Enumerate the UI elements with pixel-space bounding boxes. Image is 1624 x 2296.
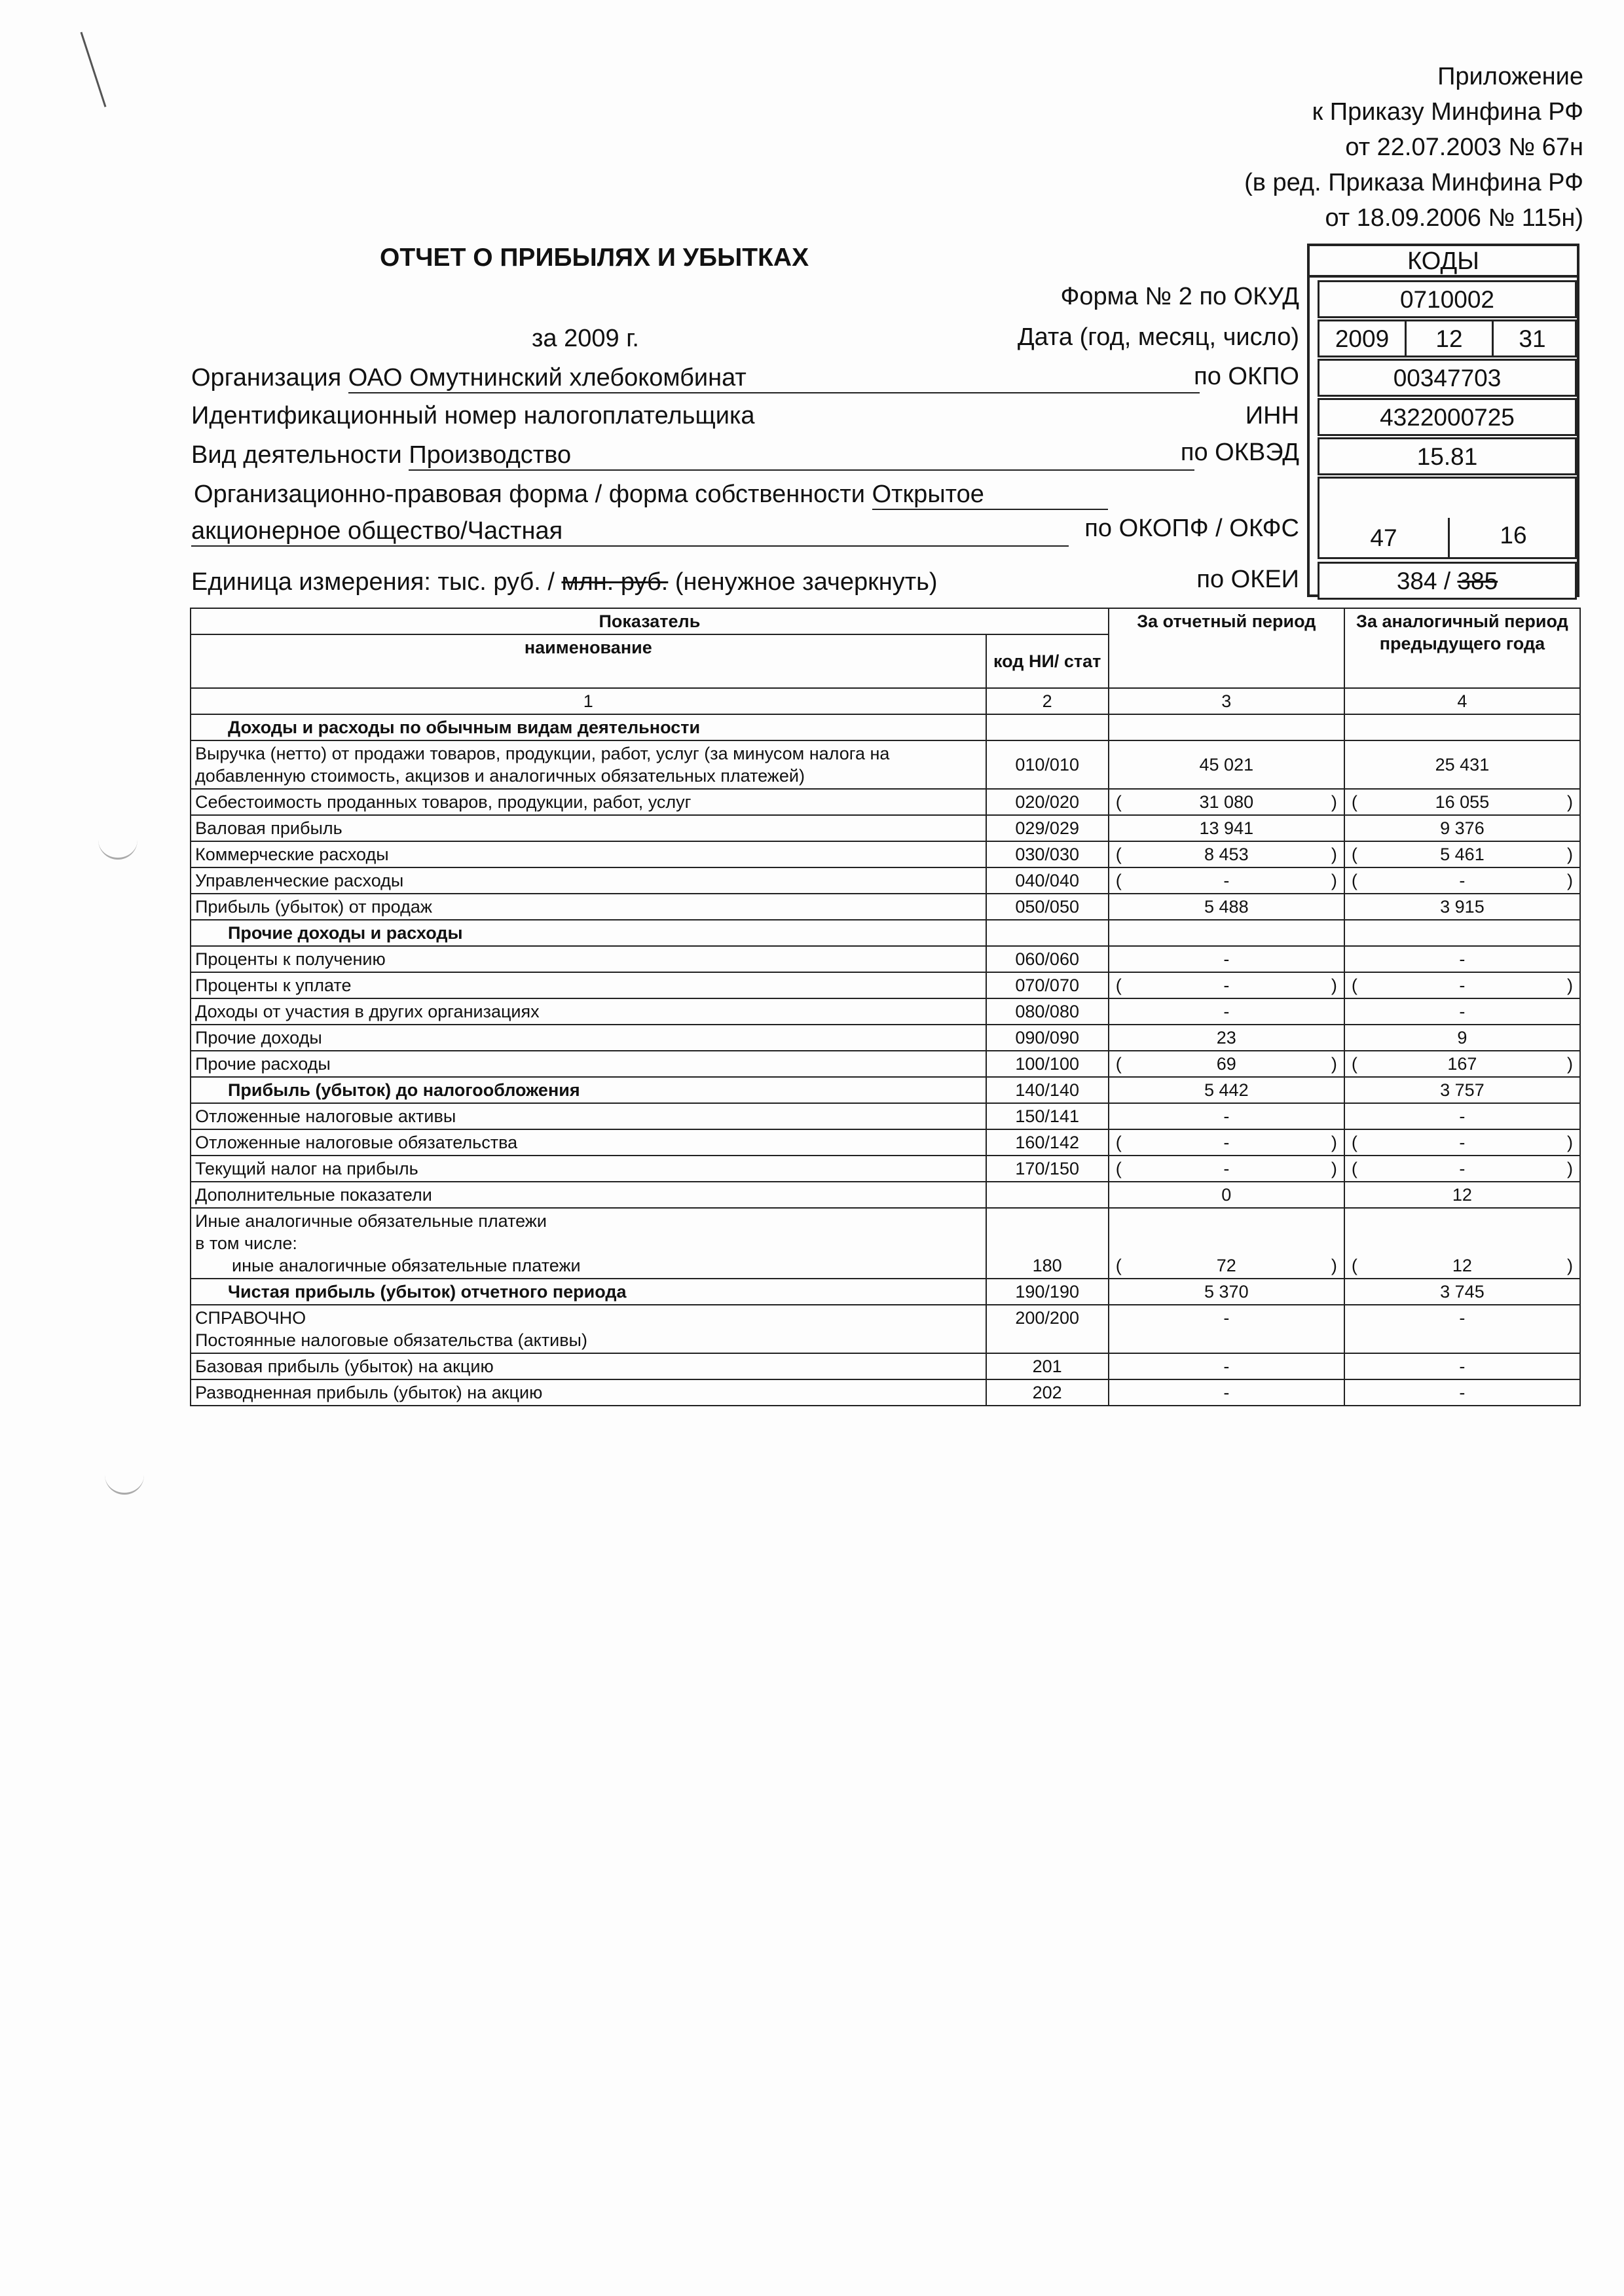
- previous-period-value: [1344, 1305, 1580, 1353]
- current-period-value: [1109, 1305, 1344, 1353]
- previous-period-value: [1344, 815, 1580, 841]
- value-text: -: [1223, 1106, 1230, 1126]
- table-row: [191, 789, 1580, 815]
- row-code: 170/150: [986, 1156, 1109, 1182]
- table-row: [191, 740, 1580, 789]
- previous-period-value: [1344, 1156, 1580, 1182]
- value-text: -: [1223, 975, 1230, 995]
- row-name-text: Управленческие расходы: [195, 871, 404, 890]
- paren-open: (: [1351, 1133, 1357, 1152]
- table-row: [191, 1156, 1580, 1182]
- row-name: [191, 1182, 986, 1208]
- previous-period-value: [1344, 894, 1580, 920]
- row-name: [191, 1051, 986, 1077]
- table-row: [191, 1305, 1580, 1353]
- date-label: Дата (год, месяц, число): [1017, 323, 1299, 351]
- row-code: 160/142: [986, 1129, 1109, 1156]
- row-name-text: Доходы от участия в других организациях: [195, 1002, 540, 1021]
- okfs-value: 16: [1448, 518, 1577, 557]
- paren-open: (: [1115, 792, 1122, 812]
- row-name-text: Проценты к уплате: [195, 975, 352, 995]
- okud-code: 0710002: [1318, 280, 1577, 318]
- paren-close: ): [1567, 792, 1573, 812]
- table-row: [191, 1051, 1580, 1077]
- activity-row: [191, 441, 1194, 471]
- table-row: [191, 841, 1580, 867]
- previous-period-value: [1344, 1208, 1580, 1279]
- value-text: -: [1459, 1383, 1466, 1402]
- table-row: [191, 815, 1580, 841]
- legal-form-value2: акционерное общество/Частная: [191, 517, 1069, 547]
- value-text: 31 080: [1199, 792, 1254, 812]
- paren-close: ): [1331, 792, 1337, 812]
- appendix-line: к Приказу Минфина РФ: [1312, 98, 1583, 126]
- row-code: 140/140: [986, 1077, 1109, 1103]
- inn-code: 4322000725: [1318, 398, 1577, 436]
- previous-period-value: [1344, 998, 1580, 1025]
- period-label: за 2009 г.: [532, 325, 639, 352]
- value-text: -: [1223, 1357, 1230, 1376]
- value-text: 12: [1452, 1256, 1472, 1275]
- table-row: [191, 867, 1580, 894]
- value-text: -: [1223, 1002, 1230, 1021]
- col-number: 1: [191, 688, 986, 714]
- row-code: 201: [986, 1353, 1109, 1379]
- org-row: [191, 364, 1200, 393]
- paren-open: (: [1351, 845, 1357, 864]
- unit-struck: млн. руб.: [561, 568, 669, 596]
- row-name-text: Базовая прибыль (убыток) на акцию: [195, 1357, 494, 1376]
- paren-close: ): [1331, 1159, 1337, 1178]
- paren-open: (: [1351, 1159, 1357, 1178]
- row-name-text: Прибыль (убыток) от продаж: [195, 897, 432, 917]
- previous-period-value: [1344, 1182, 1580, 1208]
- row-name: [191, 946, 986, 972]
- value-text: -: [1223, 1383, 1230, 1402]
- table-row: [191, 1279, 1580, 1305]
- appendix-line: Приложение: [1437, 63, 1583, 90]
- current-period-value: [1109, 1025, 1344, 1051]
- paren-open: (: [1115, 871, 1122, 890]
- value-text: -: [1223, 871, 1230, 890]
- paren-open: (: [1115, 1054, 1122, 1074]
- row-name-text: Дополнительные показатели: [195, 1185, 432, 1205]
- table-row: [191, 972, 1580, 998]
- table-row: [191, 1353, 1580, 1379]
- date-month: 12: [1405, 321, 1494, 355]
- previous-period-value: [1344, 841, 1580, 867]
- previous-period-value: [1344, 1279, 1580, 1305]
- current-period-value: [1109, 867, 1344, 894]
- previous-period-value: [1344, 1103, 1580, 1129]
- row-name-text: Прочие доходы и расходы: [228, 923, 463, 943]
- row-name-text: СПРАВОЧНО: [195, 1308, 306, 1328]
- value-text: 25 431: [1435, 755, 1490, 774]
- row-code: 180: [986, 1208, 1109, 1279]
- previous-period-value: [1344, 714, 1580, 740]
- row-code: 010/010: [986, 740, 1109, 789]
- paren-open: (: [1115, 1133, 1122, 1152]
- row-name-text: иные аналогичные обязательные платежи: [232, 1256, 581, 1275]
- paren-close: ): [1567, 1159, 1573, 1178]
- current-period-value: [1109, 740, 1344, 789]
- appendix-line: от 22.07.2003 № 67н: [1345, 134, 1583, 161]
- value-text: 5 461: [1440, 845, 1485, 864]
- row-code: 080/080: [986, 998, 1109, 1025]
- row-name-text: Чистая прибыль (убыток) отчетного периода: [228, 1282, 627, 1302]
- row-name: [191, 1129, 986, 1156]
- value-text: 72: [1216, 1256, 1236, 1275]
- previous-period-value: [1344, 972, 1580, 998]
- row-name: [191, 894, 986, 920]
- row-code: 150/141: [986, 1103, 1109, 1129]
- value-text: 3 757: [1440, 1080, 1485, 1100]
- current-period-value: [1109, 1077, 1344, 1103]
- header-indicator: Показатель: [191, 608, 1109, 634]
- row-code: 040/040: [986, 867, 1109, 894]
- row-name-text: Постоянные налоговые обязательства (активы): [195, 1330, 587, 1350]
- form-label: Форма № 2 по ОКУД: [1060, 283, 1299, 310]
- paren-open: (: [1351, 975, 1357, 995]
- table-row: [191, 998, 1580, 1025]
- row-name: [191, 1305, 986, 1353]
- current-period-value: [1109, 714, 1344, 740]
- row-name: [191, 1156, 986, 1182]
- org-label: Организация: [191, 364, 342, 392]
- row-code: 202: [986, 1379, 1109, 1406]
- table-row: [191, 946, 1580, 972]
- value-text: -: [1459, 975, 1466, 995]
- table-row: [191, 1129, 1580, 1156]
- value-text: 12: [1452, 1185, 1472, 1205]
- value-text: -: [1223, 949, 1230, 969]
- unit-label: Единица измерения: тыс. руб. /: [191, 568, 555, 596]
- okei-label: по ОКЕИ: [1196, 566, 1299, 593]
- value-text: -: [1223, 1159, 1230, 1178]
- okei-value: 384 /: [1396, 568, 1451, 594]
- row-name: [191, 1379, 986, 1406]
- row-name: [191, 1025, 986, 1051]
- value-text: 3 745: [1440, 1282, 1485, 1302]
- row-name-text: Прочие расходы: [195, 1054, 331, 1074]
- row-name: [191, 1077, 986, 1103]
- value-text: -: [1459, 1308, 1466, 1328]
- inn-label: ИНН: [1245, 402, 1299, 429]
- legal-form-label: Организационно-правовая форма / форма собственности: [194, 481, 866, 508]
- row-name-text: Себестоимость проданных товаров, продукции, работ, услуг: [195, 792, 692, 812]
- row-code: 030/030: [986, 841, 1109, 867]
- header-current: За отчетный период: [1109, 608, 1344, 688]
- table-row: [191, 1103, 1580, 1129]
- row-name-text: Коммерческие расходы: [195, 845, 389, 864]
- paren-open: (: [1115, 1159, 1122, 1178]
- paren-close: ): [1567, 975, 1573, 995]
- col-number: 4: [1344, 688, 1580, 714]
- current-period-value: [1109, 815, 1344, 841]
- value-text: 45 021: [1199, 755, 1254, 774]
- row-name: [191, 740, 986, 789]
- paren-close: ): [1567, 871, 1573, 890]
- paren-close: ): [1567, 1133, 1573, 1152]
- table-row: [191, 1077, 1580, 1103]
- row-code: 070/070: [986, 972, 1109, 998]
- row-name-text: Доходы и расходы по обычным видам деятельности: [228, 718, 701, 737]
- paren-open: (: [1351, 871, 1357, 890]
- row-code: 060/060: [986, 946, 1109, 972]
- org-value: ОАО Омутнинский хлебокомбинат: [348, 364, 1200, 393]
- value-text: -: [1459, 1159, 1466, 1178]
- row-name-text: Разводненная прибыль (убыток) на акцию: [195, 1383, 543, 1402]
- row-name-text: Текущий налог на прибыль: [195, 1159, 418, 1178]
- table-row: [191, 1182, 1580, 1208]
- income-statement-table: [190, 608, 1581, 1406]
- table-row: [191, 1208, 1580, 1279]
- current-period-value: [1109, 1051, 1344, 1077]
- appendix-line: от 18.09.2006 № 115н): [1325, 204, 1583, 232]
- current-period-value: [1109, 1353, 1344, 1379]
- current-period-value: [1109, 894, 1344, 920]
- table-row: [191, 1379, 1580, 1406]
- table-row: [191, 894, 1580, 920]
- value-text: -: [1459, 871, 1466, 890]
- row-name: [191, 1279, 986, 1305]
- unit-row: [191, 568, 938, 596]
- activity-label: Вид деятельности: [191, 441, 402, 469]
- table-body: [191, 714, 1580, 1406]
- row-code: [986, 714, 1109, 740]
- value-text: 5 442: [1204, 1080, 1249, 1100]
- paren-open: (: [1115, 845, 1122, 864]
- previous-period-value: [1344, 867, 1580, 894]
- punch-hole: [105, 1467, 144, 1495]
- staple-mark: [81, 24, 132, 107]
- current-period-value: [1109, 1279, 1344, 1305]
- value-text: 5 370: [1204, 1282, 1249, 1302]
- paren-open: (: [1351, 1256, 1357, 1275]
- codes-header: КОДЫ: [1307, 244, 1579, 278]
- row-name-text: Выручка (нетто) от продажи товаров, продукции, работ, услуг (за минусом налога на добавленную стоимость, акцизов и аналогичных обязательных платежей): [195, 744, 890, 786]
- value-text: 3 915: [1440, 897, 1485, 917]
- row-name-text: Отложенные налоговые обязательства: [195, 1133, 518, 1152]
- value-text: 16 055: [1435, 792, 1490, 812]
- table-header-row: [191, 608, 1580, 634]
- row-name: [191, 998, 986, 1025]
- current-period-value: [1109, 1379, 1344, 1406]
- value-text: -: [1459, 949, 1466, 969]
- value-text: 9 376: [1440, 818, 1485, 838]
- previous-period-value: [1344, 1353, 1580, 1379]
- previous-period-value: [1344, 920, 1580, 946]
- paren-close: ): [1331, 1256, 1337, 1275]
- paren-open: (: [1115, 975, 1122, 995]
- date-code: [1318, 319, 1577, 357]
- activity-value: Производство: [409, 441, 1194, 471]
- paren-close: ): [1331, 845, 1337, 864]
- legal-form-row: [194, 481, 1108, 510]
- row-name: [191, 789, 986, 815]
- current-period-value: [1109, 946, 1344, 972]
- row-name: [191, 1103, 986, 1129]
- inn-full-label: Идентификационный номер налогоплательщика: [191, 402, 755, 429]
- previous-period-value: [1344, 1077, 1580, 1103]
- row-code: 090/090: [986, 1025, 1109, 1051]
- appendix-reference: [1244, 59, 1583, 236]
- date-year: 2009: [1335, 325, 1390, 352]
- paren-close: ): [1331, 871, 1337, 890]
- value-text: 8 453: [1204, 845, 1249, 864]
- previous-period-value: [1344, 1379, 1580, 1406]
- row-name-text: Отложенные налоговые активы: [195, 1106, 456, 1126]
- table-row: [191, 1025, 1580, 1051]
- appendix-line: (в ред. Приказа Минфина РФ: [1244, 169, 1583, 196]
- current-period-value: [1109, 841, 1344, 867]
- row-code: 020/020: [986, 789, 1109, 815]
- row-name: [191, 1208, 986, 1279]
- date-day: 31: [1519, 325, 1546, 352]
- paren-close: ): [1331, 975, 1337, 995]
- current-period-value: [1109, 1156, 1344, 1182]
- previous-period-value: [1344, 946, 1580, 972]
- value-text: -: [1459, 1106, 1466, 1126]
- okopf-value: 47: [1370, 524, 1397, 551]
- row-name: [191, 920, 986, 946]
- header-code: код НИ/ стат: [986, 634, 1109, 688]
- row-code: 100/100: [986, 1051, 1109, 1077]
- okpo-code: 00347703: [1318, 359, 1577, 397]
- row-name: [191, 841, 986, 867]
- header-name: наименование: [191, 634, 986, 688]
- row-code: 190/190: [986, 1279, 1109, 1305]
- okopf-label: по ОКОПФ / ОКФС: [1084, 515, 1299, 542]
- row-name-text: Иные аналогичные обязательные платежи: [195, 1211, 547, 1231]
- value-text: 23: [1216, 1028, 1236, 1048]
- paren-close: ): [1567, 1256, 1573, 1275]
- okei-struck-value: 385: [1457, 568, 1498, 594]
- previous-period-value: [1344, 1129, 1580, 1156]
- value-text: -: [1223, 1308, 1230, 1328]
- paren-open: (: [1351, 792, 1357, 812]
- row-name-text: Проценты к получению: [195, 949, 386, 969]
- previous-period-value: [1344, 1051, 1580, 1077]
- paren-close: ): [1567, 1054, 1573, 1074]
- current-period-value: [1109, 998, 1344, 1025]
- value-text: -: [1459, 1133, 1466, 1152]
- row-name: [191, 1353, 986, 1379]
- current-period-value: [1109, 789, 1344, 815]
- okei-code: [1318, 562, 1577, 600]
- current-period-value: [1109, 1182, 1344, 1208]
- value-text: 69: [1216, 1054, 1236, 1074]
- previous-period-value: [1344, 789, 1580, 815]
- previous-period-value: [1344, 740, 1580, 789]
- okved-code: 15.81: [1318, 437, 1577, 475]
- previous-period-value: [1344, 1025, 1580, 1051]
- col-number: 2: [986, 688, 1109, 714]
- row-name: [191, 867, 986, 894]
- paren-close: ): [1567, 845, 1573, 864]
- paren-close: ): [1331, 1054, 1337, 1074]
- current-period-value: [1109, 1208, 1344, 1279]
- value-text: 9: [1457, 1028, 1467, 1048]
- current-period-value: [1109, 1129, 1344, 1156]
- value-text: -: [1223, 1133, 1230, 1152]
- okopf-okfs-code: [1318, 477, 1577, 559]
- row-name-text: Прибыль (убыток) до налогообложения: [228, 1080, 580, 1100]
- row-code: 200/200: [986, 1305, 1109, 1353]
- legal-form-value1: Открытое: [872, 481, 1108, 510]
- paren-open: (: [1115, 1256, 1122, 1275]
- value-text: 5 488: [1204, 897, 1249, 917]
- unit-note: (ненужное зачеркнуть): [674, 568, 938, 596]
- row-name-text: в том числе:: [195, 1233, 297, 1253]
- punch-hole: [98, 831, 138, 860]
- current-period-value: [1109, 1103, 1344, 1129]
- table-row: [191, 920, 1580, 946]
- row-name: [191, 815, 986, 841]
- document-title: ОТЧЕТ О ПРИБЫЛЯХ И УБЫТКАХ: [380, 244, 809, 272]
- table-row: [191, 714, 1580, 740]
- row-name-text: Валовая прибыль: [195, 818, 342, 838]
- row-code: [986, 920, 1109, 946]
- current-period-value: [1109, 920, 1344, 946]
- row-name: [191, 972, 986, 998]
- header-previous: За аналогичный период предыдущего года: [1344, 608, 1580, 688]
- column-number-row: [191, 688, 1580, 714]
- paren-close: ): [1331, 1133, 1337, 1152]
- value-text: 167: [1447, 1054, 1477, 1074]
- value-text: -: [1459, 1357, 1466, 1376]
- paren-open: (: [1351, 1054, 1357, 1074]
- row-code: [986, 1182, 1109, 1208]
- row-name-text: Прочие доходы: [195, 1028, 322, 1048]
- row-name: [191, 714, 986, 740]
- row-code: 029/029: [986, 815, 1109, 841]
- okved-label: по ОКВЭД: [1180, 439, 1299, 466]
- value-text: -: [1459, 1002, 1466, 1021]
- col-number: 3: [1109, 688, 1344, 714]
- row-code: 050/050: [986, 894, 1109, 920]
- value-text: 0: [1221, 1185, 1232, 1205]
- okpo-label: по ОКПО: [1194, 363, 1299, 390]
- value-text: 13 941: [1199, 818, 1254, 838]
- current-period-value: [1109, 972, 1344, 998]
